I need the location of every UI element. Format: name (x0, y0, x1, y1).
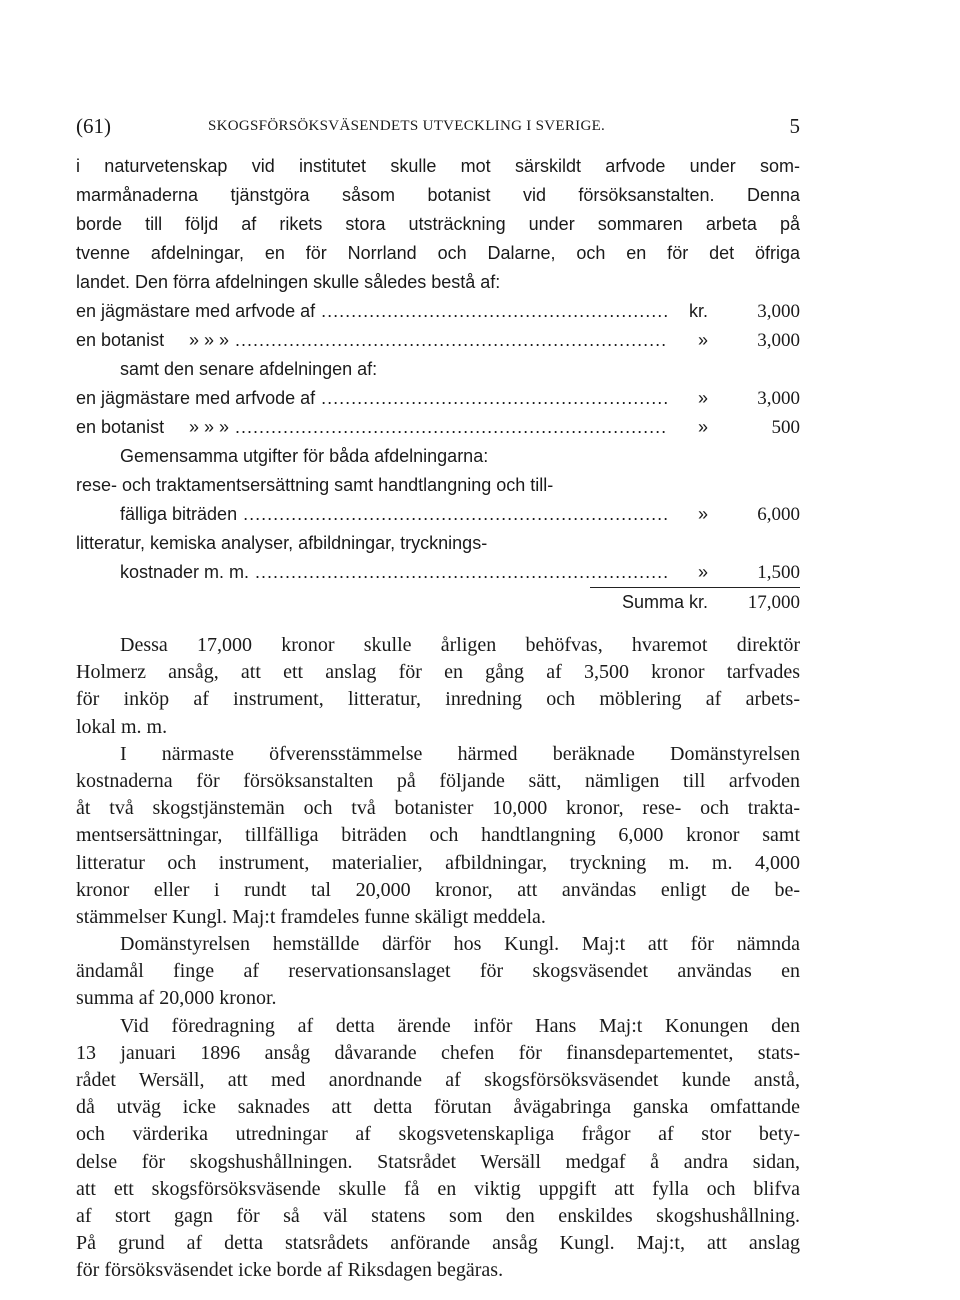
ditto-marks: » » » (189, 330, 230, 350)
text-line: summa af 20,000 kronor. (76, 987, 277, 1010)
text-line: delse för skogshushållningen. Statsrådet Wersäll medgaf å andra sidan, (76, 1150, 800, 1173)
body-text (76, 632, 800, 1285)
budget-label: en jägmästare med arfvode af (76, 301, 316, 321)
text-line: Dessa 17,000 kronor skulle årligen behöfvas, hvaremot direktör (120, 634, 800, 656)
budget-section (76, 152, 800, 617)
page-number: 5 (789, 114, 800, 138)
budget-total (76, 588, 800, 617)
page-header (76, 114, 800, 140)
leader-dots (255, 558, 668, 587)
budget-currency: kr. (688, 301, 708, 321)
leader-dots (243, 500, 668, 529)
text-line: ändamål finge af reservationsanslaget för skogsväsendet användas en (76, 960, 800, 983)
budget-row (76, 500, 800, 529)
text-line: stämmelser Kungl. Maj:t framdeles funne skäligt meddela. (76, 905, 546, 928)
running-title: SKOGSFÖRSÖKSVÄSENDETS UTVECKLING I SVERIGE. (208, 118, 606, 134)
text-line: för försöksväsendet icke borde af Riksdagen begäras. (76, 1259, 504, 1282)
text-line: rådet Wersäll, att med anordnande af skogsförsöksväsendet kunde anstå, (76, 1069, 800, 1091)
budget-amount: 3,000 (757, 388, 800, 409)
text-line: mentsersättningar, tillfälliga biträden och handtlangning 6,000 kronor samt (76, 824, 800, 847)
budget-subheading: samt den senare afdelningen af: (120, 359, 378, 379)
text-line: och värderika utredningar af skogsvetenskapliga frågor af stor bety- (76, 1123, 800, 1146)
budget-row (76, 326, 800, 355)
text-line: På grund af detta statsrådets anförande ansåg Kungl. Maj:t, att anslag (76, 1232, 800, 1255)
text-line: då utväg icke saknades att detta förutan åvägabringa ganska omfattande (76, 1096, 800, 1119)
budget-label: fälliga biträden (120, 504, 238, 524)
leader-dots (235, 413, 668, 442)
budget-amount: 3,000 (757, 301, 800, 322)
budget-item-line: litteratur, kemiska analyser, afbildningar, trycknings- (76, 533, 488, 553)
budget-currency: » (697, 330, 708, 350)
budget-currency: » (697, 504, 708, 524)
budget-amount: 1,500 (757, 562, 800, 583)
text-line: att ett skogsförsöksväsende skulle få en viktig uppgift att fylla och blifva (76, 1177, 800, 1200)
text-line: marmånaderna tjänstgöra såsom botanist vid försöksanstalten. Denna (76, 185, 800, 205)
text-line: af stort gagn för så väl statens som den enskildes skogshushållning. (76, 1204, 800, 1227)
budget-row (76, 297, 800, 326)
text-line: i naturvetenskap vid institutet skulle mot särskildt arfvode under som- (76, 156, 800, 176)
text-line: kostnaderna för försöksanstalten på följande sätt, nämligen till arfvoden (76, 769, 800, 792)
text-line: Holmerz ansåg, att ett anslag för en gång af 3,500 kronor tarfvades (76, 661, 800, 684)
text-line: I närmaste öfverensstämmelse härmed beräknade Domänstyrelsen (120, 742, 800, 765)
text-line: 13 januari 1896 ansåg dåvarande chefen för finansdepartementet, stats- (76, 1041, 800, 1064)
total-label: Summa kr. (621, 592, 708, 612)
text-line: tvenne afdelningar, en för Norrland och Dalarne, och en för det öfriga (76, 243, 800, 263)
leader-dots (235, 326, 668, 355)
page-reference: (61) (76, 114, 111, 138)
budget-amount: 500 (771, 417, 800, 438)
leader-dots (321, 384, 668, 413)
budget-amount: 3,000 (757, 330, 800, 351)
budget-currency: » (697, 417, 708, 437)
text-line: kronor eller i rundt tal 20,000 kronor, att användas enligt de be- (76, 878, 800, 901)
budget-label: kostnader m. m. (120, 562, 250, 582)
text-line: Domänstyrelsen hemställde därför hos Kungl. Maj:t att för nämnda (120, 933, 800, 956)
budget-row (76, 558, 800, 587)
budget-currency: » (697, 388, 708, 408)
total-amount: 17,000 (747, 592, 800, 613)
text-line: för inköp af instrument, litteratur, inredning och möblering af arbets- (76, 688, 800, 711)
budget-row (76, 384, 800, 413)
ditto-marks: » » » (189, 417, 230, 437)
budget-currency: » (697, 562, 708, 582)
leader-dots (321, 297, 668, 326)
text-line: åt två skogstjänstemän och två botanister 10,000 kronor, rese- och trakta- (76, 797, 800, 820)
budget-item-line: rese- och traktamentsersättning samt handtlangning och till- (76, 475, 554, 495)
budget-row (76, 413, 800, 442)
text-line: lokal m. m. (76, 715, 168, 738)
budget-subheading: Gemensamma utgifter för båda afdelningarna: (120, 446, 489, 466)
text-line: litteratur och instrument, materialier, afbildningar, tryckning m. m. 4,000 (76, 851, 800, 874)
budget-label: en botanist » » » (76, 417, 230, 437)
text-line: borde till följd af rikets stora utsträckning under sommaren arbeta på (76, 214, 800, 234)
budget-label: en botanist » » » (76, 330, 230, 350)
text-line: Vid föredragning af detta ärende inför Hans Maj:t Konungen den (120, 1014, 800, 1037)
budget-amount: 6,000 (757, 504, 800, 525)
text-line: landet. Den förra afdelningen skulle således bestå af: (76, 272, 501, 292)
budget-label: en jägmästare med arfvode af (76, 388, 316, 408)
